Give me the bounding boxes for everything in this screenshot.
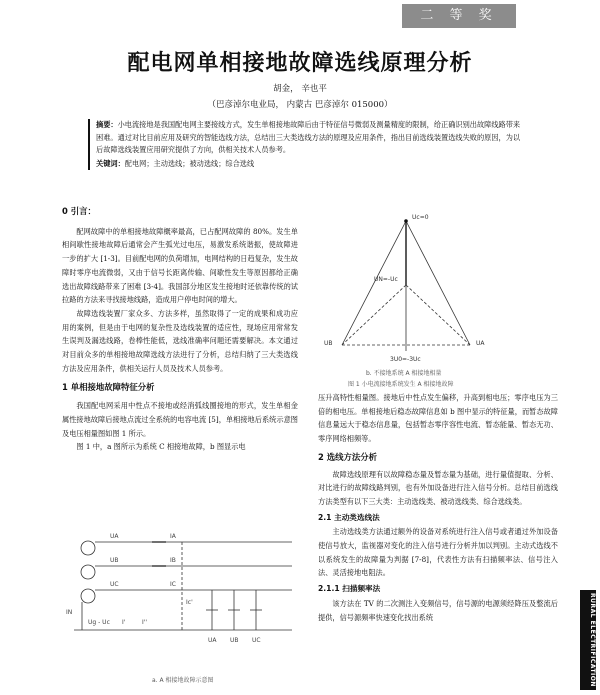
figure-b-caption: b. 不接地系统 A 相接地相量	[366, 370, 442, 377]
label-uc: UC	[110, 581, 119, 588]
label-ib: IB	[170, 557, 176, 564]
phasor-ua	[406, 221, 470, 345]
label-i-prime: I'	[122, 619, 126, 626]
source-coil-a	[81, 541, 95, 555]
page-title: 配电网单相接地故障选线原理分析	[127, 51, 473, 76]
label-un: UN=-Uc	[374, 276, 398, 283]
section-1-heading: 1 单相接地故障特征分析	[62, 382, 155, 393]
label-ug-uc: Ug - Uc	[88, 619, 110, 626]
authors: 胡金， 辛也平	[273, 84, 327, 94]
section-2-1-heading: 2.1 主动类选线法	[318, 512, 380, 522]
section-2-1-paragraph-1: 主动选线类方法通过额外的设备对系统进行注入信号或者通过外加设备使信号放大，监视器对变化的注入信号进行分析并加以判别。主动式选线不以系统发生的故障量为判据 [7-8]，代表性方法有扫描频率法、信号注入法、灵活接地电阻法。	[318, 527, 558, 578]
label-in: IN	[66, 609, 73, 616]
label-ub: UB	[110, 557, 119, 564]
source-coil-c	[81, 589, 95, 603]
journal-side-tab: RURAL ELECTRIFICATION	[580, 590, 596, 690]
section-1-paragraph-1: 我国配电网采用中性点不接地或经消弧线圈接地的形式，发生单相金属性接地故障后接地点流过全系统的电容电流 [5]，单相接地后系统示意图及电压相量图如图 1 所示。	[62, 401, 298, 438]
label-uc-bottom: UC	[252, 637, 261, 644]
phasor-n-a	[406, 285, 470, 345]
section-2-1-1-paragraph-1: 该方法在 TV 的二次测注入变频信号，信号源的电源须经降压及整流后提供，信号源频率快速变化找出系统	[318, 598, 558, 622]
affiliation: （巴彦淖尔电业局， 内蒙古 巴彦淖尔 015000）	[207, 100, 393, 110]
label-ua-bottom: UA	[208, 637, 217, 644]
abstract-block	[88, 119, 526, 170]
intro-heading: 0 引言：	[62, 206, 96, 216]
label-ua: UA	[110, 533, 119, 540]
label-phasor-ub: UB	[324, 340, 333, 347]
abstract-text: 小电流接地是我国配电网主要接线方式，发生单相接地故障后由于特征信号微弱及测量精度的限制，给正确识别出故障线路带来困难。通过对比目前应用及研究的智能选线方法，总结出三大类选线方法的原理及应用条件，指出目前选线装置选线失败的原因，为以后故障选线装置应用研究提供了方向，供相关技术人员参考。	[96, 120, 521, 155]
section-2-heading: 2 选线方法分析	[318, 451, 377, 462]
phasor-n-b	[342, 285, 406, 345]
label-ia: IA	[170, 533, 176, 540]
left-column	[62, 205, 298, 454]
right-paragraph-1: 压升高特性相量图。接地后中性点发生偏移，升高到相电压；零序电压为三倍的相电压。单相接地后稳态故障信息如 b 图中显示的特征量，而暂态故障信息量远大于稳态信息量，包括暂态零序容性电流、暂态能量、暂态无功、零序网络相频等。	[318, 393, 558, 444]
phasor-origin	[404, 219, 408, 223]
keywords-label: 关键词：	[96, 158, 125, 168]
figure-1-caption: 图 1 小电流接地系统发生 A 相接地故障	[348, 381, 454, 388]
intro-paragraph-1: 配网故障中的单相接地故障概率最高，已占配网故障的 80%。发生单相间歇性接地故障后通常会产生弧光过电压，易激发系统谐振，使故障进一步的扩大 [1-3]。目前配电网的负荷增加，电网结构的日趋复杂，发生故障时零序电流微弱，又由于信号长距离传输、间歇性发生等原因都给正确选出故障线路带来了困难 [3-4]。我国部分地区发生接地时还依靠传统的试拉路的方法来寻找接地线路，造成用户停电时间的增大。	[62, 226, 298, 305]
label-ub-bottom: UB	[230, 637, 239, 644]
label-ic: IC	[170, 581, 176, 588]
section-1-paragraph-2: 图 1 中，a 图所示为系统 C 相接地故障，b 图显示电	[76, 442, 246, 452]
phasor-ub	[342, 221, 406, 345]
intro-paragraph-2: 故障选线装置厂家众多、方法多样，虽然取得了一定的成果和成功应用的案例，但是由于电网的复杂性及选线装置的适应性，现场应用常常发生误判及漏选线路，卷棒性能低，选线准确率问题还需要解决。本文通过对目前众多的单相接地故障选线方法进行了分析，总结归纳了三大类选线方法及应用条件，供相关运行人员及技术人员参考。	[62, 308, 298, 373]
label-ic-prime: Ic'	[186, 599, 193, 606]
circuit-diagram-figure	[62, 520, 298, 695]
abstract-label: 摘要：	[96, 120, 118, 129]
section-2-1-1-heading: 2.1.1 扫描频率法	[318, 584, 381, 594]
source-coil-b	[81, 565, 95, 579]
label-3u0: 3U0=-3Uc	[390, 356, 421, 363]
figure-a-caption: a. A 相接地故障示意图	[152, 677, 214, 684]
keywords: 配电网；主动选线；被动选线；综合选线	[124, 158, 255, 168]
section-2-paragraph-1: 故障选线原理有以故障稳态量及暂态量为基础，进行量值提取、分析、对比进行的故障线路判别，也有外加设备进行注入信号分析。总结目前选线方法类型有以下三大类：主动选线类、被动选线类、综合选线类。	[318, 469, 558, 506]
label-uc-zero: Uc=0	[412, 214, 429, 221]
label-phasor-ua: UA	[476, 340, 485, 347]
award-badge: 二 等 奖	[402, 4, 516, 28]
right-column	[318, 391, 558, 624]
phasor-diagram-figure	[318, 205, 562, 390]
keywords-line	[96, 158, 526, 171]
label-i-double-prime: I''	[142, 619, 148, 626]
